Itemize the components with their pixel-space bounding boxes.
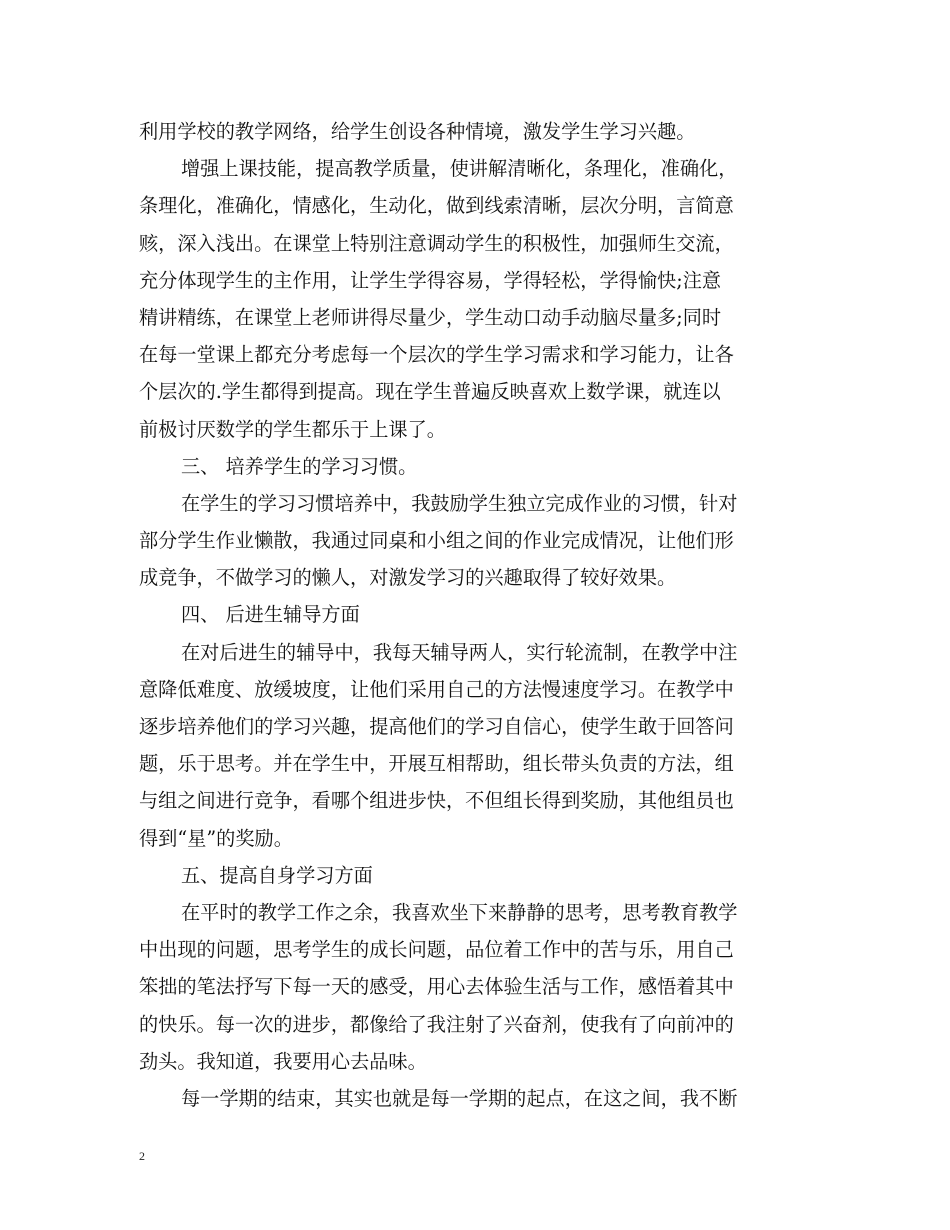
- text-line: 在学生的学习习惯培养中，我鼓励学生独立完成作业的习惯，针对: [181, 491, 738, 515]
- text-line: 中出现的问题，思考学生的成长问题，品位着工作中的苦与乐，用自己: [139, 938, 734, 962]
- text-line: 条理化，准确化，情感化，生动化，做到线索清晰，层次分明，言简意: [139, 194, 734, 218]
- text-line: 增强上课技能，提高教学质量，使讲解清晰化，条理化，准确化，: [181, 157, 738, 181]
- text-line: 部分学生作业懒散，我通过同桌和小组之间的作业完成情况，让他们形: [139, 529, 734, 553]
- text-line: 成竞争，不做学习的懒人，对激发学习的兴趣取得了较好效果。: [139, 566, 677, 590]
- section-heading: 五、提高自身学习方面: [181, 863, 373, 887]
- section-heading: 三、 培养学生的学习习惯。: [181, 454, 418, 478]
- text-line: 精讲精练，在课堂上老师讲得尽量少，学生动口动手动脑尽量多;同时: [139, 305, 722, 329]
- text-line: 充分体现学生的主作用，让学生学得容易，学得轻松，学得愉快;注意: [139, 268, 722, 292]
- text-line: 逐步培养他们的学习兴趣，提高他们的学习自信心，使学生敢于回答问: [139, 715, 734, 738]
- text-line: 笨拙的笔法抒写下每一天的感受，用心去体验生活与工作，感悟着其中: [139, 975, 734, 999]
- text-line: 每一学期的结束，其实也就是每一学期的起点，在这之间，我不断: [181, 1086, 738, 1110]
- body-text: [139, 113, 813, 1117]
- text-line: 利用学校的教学网络，给学生创设各种情境，激发学生学习兴趣。: [139, 120, 696, 143]
- text-line: 赅，深入浅出。在课堂上特别注意调动学生的积极性，加强师生交流，: [139, 231, 734, 255]
- text-line: 得到“星”的奖励。: [139, 826, 293, 850]
- text-line: 题，乐于思考。并在学生中，开展互相帮助，组长带头负责的方法，组: [139, 752, 734, 776]
- text-line: 在每一堂课上都充分考虑每一个层次的学生学习需求和学习能力，让各: [139, 343, 734, 367]
- text-line: 的快乐。每一次的进步，都像给了我注射了兴奋剂，使我有了向前冲的: [139, 1012, 734, 1036]
- text-line: 劲头。我知道，我要用心去品味。: [139, 1049, 427, 1073]
- text-line: 个层次的.学生都得到提高。现在学生普遍反映喜欢上数学课，就连以: [139, 380, 721, 404]
- text-line: 在平时的教学工作之余，我喜欢坐下来静静的思考，思考教育教学: [181, 900, 738, 924]
- section-heading: 四、 后进生辅导方面: [181, 603, 360, 627]
- page-number: 2: [139, 1149, 145, 1163]
- text-line: 前极讨厌数学的学生都乐于上课了。: [139, 417, 446, 441]
- text-line: 意降低难度、放缓坡度，让他们采用自己的方法慢速度学习。在教学中: [139, 677, 734, 701]
- text-line: 在对后进生的辅导中，我每天辅导两人，实行轮流制，在教学中注: [181, 640, 738, 664]
- text-line: 与组之间进行竞争，看哪个组进步快，不但组长得到奖励，其他组员也: [139, 789, 734, 813]
